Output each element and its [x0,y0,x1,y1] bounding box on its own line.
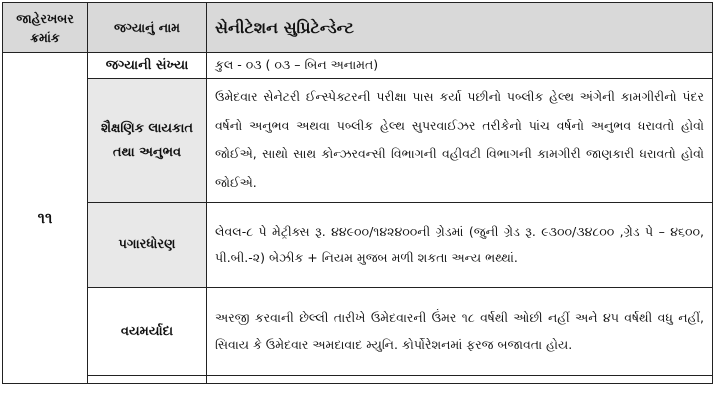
post-title: સેનીટેશન સુપ્રિટેન્ડેન્ટ [207,3,713,53]
row-label-qualification: શૈક્ષણિક લાયકાત તથા અનુભવ [88,79,207,203]
row-value-qualification: ઉમેદવાર સેનેટરી ઈન્સ્પેક્ટરની પરીક્ષા પાસ કર્યા પછીનો પબ્લીક હેલ્થ અંગેની કામગીરીનો પંદર વર્ષનો અનુભવ અથવા પબ્લીક હેલ્થ સુપરવાઈઝર તરીકેનો પાંચ વર્ષનો અનુભવ ધરાવતો હોવો જોઈએ, સાથો સાથ કોન્ઝરવન્સી વિભાગની વહીવટી વિભાગની કામગીરી જાણકારી ધરાવતો હોવો જોઈએ. [207,79,713,203]
recruitment-table [2,2,713,384]
table-header-row [3,3,713,53]
table-row [3,79,713,203]
row-value-age-limit: અરજી કરવાની છેલ્લી તારીખે ઉમેદવારની ઉંમર ૧૮ વર્ષથી ઓછી નહીં અને ૪૫ વર્ષથી વધુ નહીં, સિવાય કે ઉમેદવાર અમદાવાદ મ્યુનિ. કોર્પોરેશનમાં ફરજ બજાવતા હોય. [207,288,713,376]
spacer-cell [88,376,207,384]
table-row [3,288,713,376]
advertisement-number: ૧૧ [3,53,88,384]
table-row-spacer [3,376,713,384]
row-value-pay-scale: લેવલ-૮ પે મેટ્રીક્સ રૂ. ૪૪૯૦૦/૧૪૨૪૦૦ની ગ્રેડમાં (જુની ગ્રેડ રૂ. ૯૩૦૦/૩૪૮૦૦ ,ગ્રેડ પે – ૪૬૦૦, પી.બી.-૨) બેઝીક + નિયમ મુજબ મળી શકતા અન્ય ભથ્થાં. [207,203,713,288]
header-advertisement-no: જાહેરખબર ક્રમાંક [3,3,88,53]
row-label-pay-scale: પગારધોરણ [88,203,207,288]
row-value-posts: કુલ - ૦૩ ( ૦૩ – બિન અનામત) [207,53,713,79]
header-post-name: જગ્યાનું નામ [88,3,207,53]
table-row [3,203,713,288]
table-row [3,53,713,79]
row-label-posts: જગ્યાની સંખ્યા [88,53,207,79]
spacer-cell [207,376,713,384]
row-label-age-limit: વયમર્યાદા [88,288,207,376]
